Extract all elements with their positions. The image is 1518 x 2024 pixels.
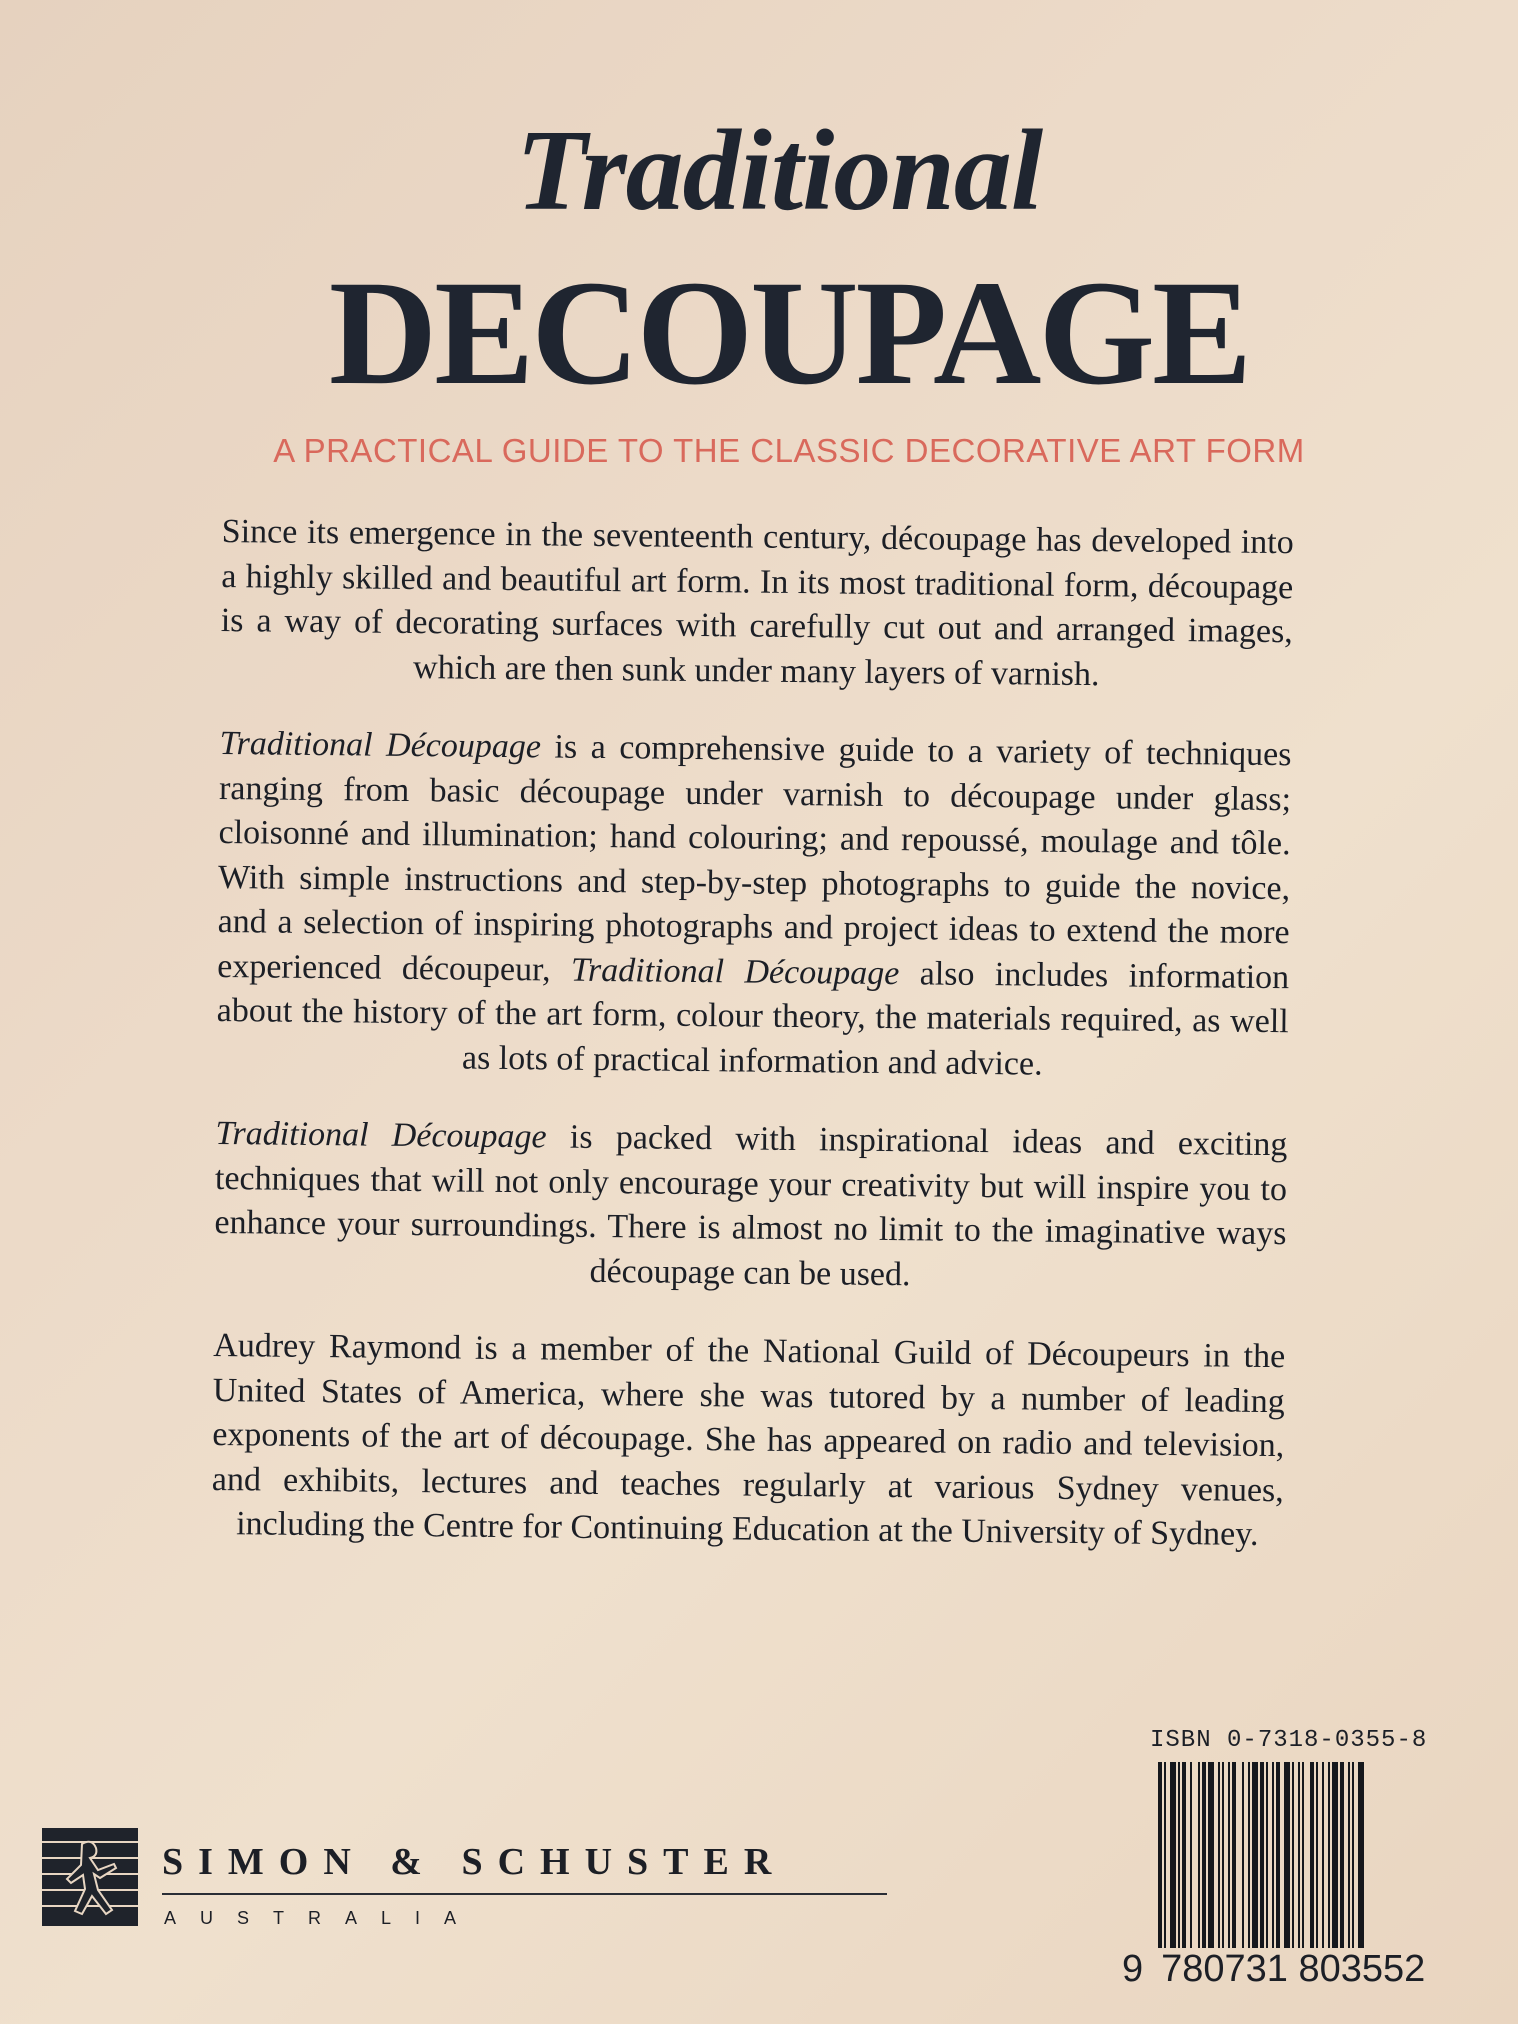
barcode-bar [1322,1762,1324,1948]
barcode-bar [1298,1762,1300,1948]
isbn-label: ISBN 0-7318-0355-8 [1150,1727,1428,1754]
blurb-paragraph-2-text-a: is a comprehensive guide to a variety of techniques ranging from basic découpage under varnish to découpage under glass; cloisonné and illumination; hand colouring; and repoussé, moulage and tôle. With simple instructions and step-by-step photographs to guide the novice, and a selection of inspiring photographs and project ideas to extend the more experienced découpeur, [217,728,1292,989]
barcode-bar [1182,1762,1186,1948]
title-traditional: Traditional [515,107,1043,235]
barcode-bar [1252,1762,1258,1948]
barcode-bar [1302,1762,1304,1948]
barcode-bar [1284,1762,1290,1948]
author-bio: Audrey Raymond is a member of the National Guild of Découpeurs in the United States of America, where she was tutored by a number of leading exponents of the art of découpage. She has appeared on radio and television, and exhibits, lectures and teaches regularly at various Sydney venues, including the Centre for Continuing Education at the University of Sydney. [211,1326,1286,1553]
publisher-divider [162,1893,887,1895]
barcode-bar [1190,1762,1192,1948]
barcode-bar [1170,1762,1176,1948]
barcode-bar [1232,1762,1236,1948]
barcode-bar [1228,1762,1230,1948]
barcode-bar [1242,1762,1244,1948]
barcode-lead-digit: 9 [1122,1948,1144,1990]
barcode-bar [1202,1762,1206,1948]
barcode-bar [1222,1762,1224,1948]
barcode-bar [1218,1762,1220,1948]
blurb-paragraph-2 [216,722,1292,1089]
barcode-bar [1248,1762,1250,1948]
barcode-bar [1158,1762,1162,1948]
barcode-bar [1316,1762,1318,1948]
subtitle: A PRACTICAL GUIDE TO THE CLASSIC DECORATIVE ART FORM [273,432,1305,469]
barcode-bar [1352,1762,1354,1948]
barcode-bar [1260,1762,1264,1948]
barcode-bar [1358,1762,1364,1948]
book-title-italic: Traditional Découpage [570,951,900,992]
title-decoupage: DECOUPAGE [328,250,1250,416]
barcode-bar [1276,1762,1280,1948]
sower-logo-icon [42,1828,138,1926]
blurb-paragraph-1: Since its emergence in the seventeenth century, découpage has developed into a highly skilled and beautiful art form. In its most traditional form, découpage is a way of decorating surfaces with carefully cut out and arranged images, which are then sunk under many layers of varnish. [220,512,1294,693]
book-title-italic: Traditional Découpage [219,724,542,766]
barcode-digits [1122,1948,1425,1991]
publisher-name: SIMON & SCHUSTER [162,1841,787,1883]
barcode-bar [1198,1762,1200,1948]
publisher-country: AUSTRALIA [164,1908,481,1928]
blurb-paragraph-3-text: is packed with inspirational ideas and exciting techniques that will not only encourage your creativity but will inspire you to enhance your surroundings. There is almost no limit to the imaginative ways découpage can be used. [214,1118,1288,1293]
barcode-bar [1208,1762,1214,1948]
barcode-bar [1340,1762,1344,1948]
blurb [211,510,1294,1592]
barcode-number: 780731 803552 [1161,1948,1426,1990]
barcode-bar [1272,1762,1274,1948]
barcode-bar [1328,1762,1330,1948]
barcode-bar [1310,1762,1314,1948]
book-title-italic: Traditional Découpage [215,1114,547,1156]
barcode-bar [1178,1762,1180,1948]
barcode-bar [1164,1762,1166,1948]
blurb-paragraph-3 [214,1112,1288,1301]
barcode-bar [1292,1762,1294,1948]
barcode-bar [1348,1762,1350,1948]
barcode-bar [1332,1762,1338,1948]
barcode-bar [1266,1762,1268,1948]
blurb-paragraph-2-text-b: also includes information about the history of the art form, colour theory, the materials required, as well as lots of practical information and advice. [216,954,1290,1083]
barcode [1158,1762,1426,1948]
